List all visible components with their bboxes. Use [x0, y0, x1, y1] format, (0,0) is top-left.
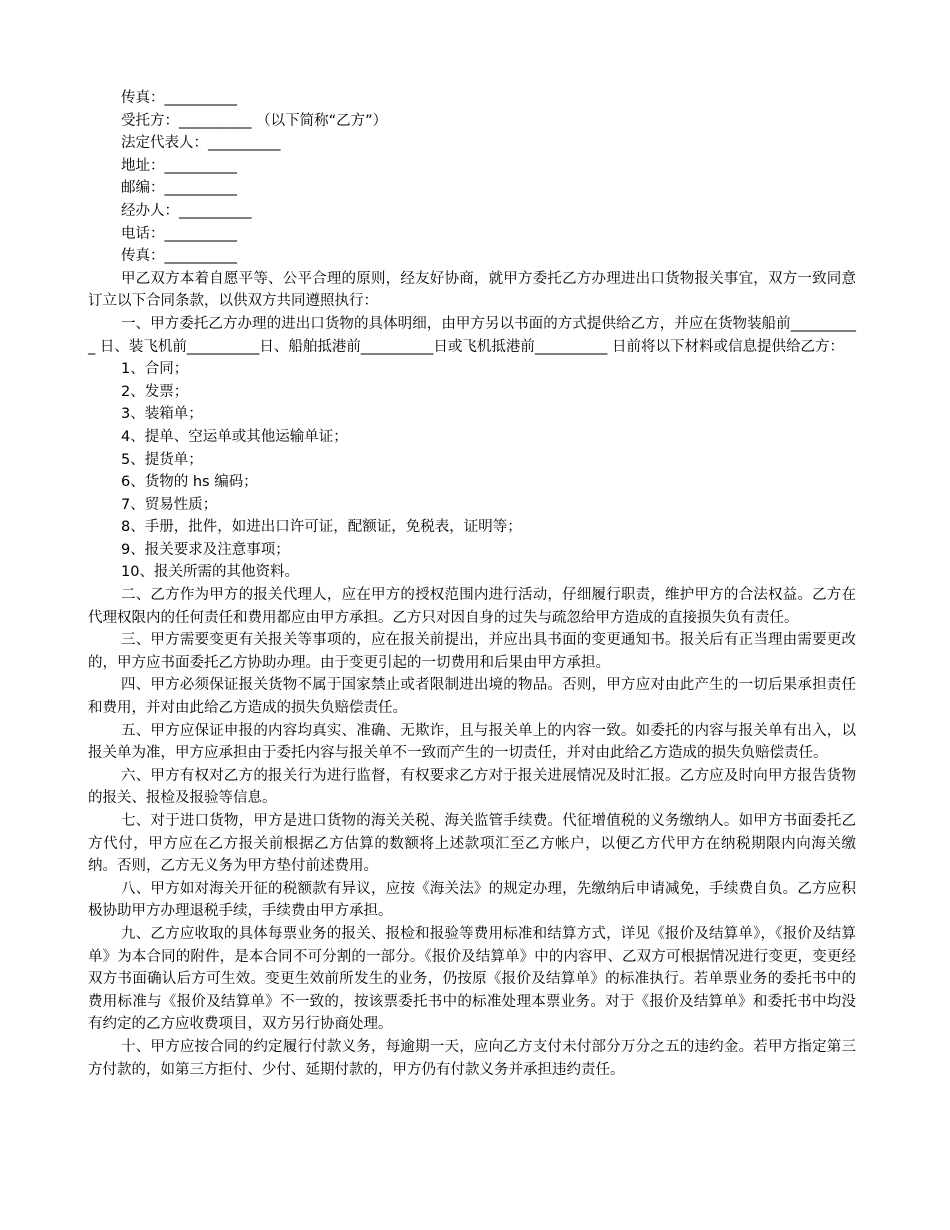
clause-5: 五、甲方应保证申报的内容均真实、准确、无欺诈，且与报关单上的内容一致。如委托的内容与报关单有出入，以报关单为准，甲方应承担由于委托内容与报关单不一致而产生的一切责任，并对由此给乙方造成的损失负赔偿责任。: [88, 722, 856, 762]
trustee-field: 受托方：__________ （以下简称“乙方”）: [121, 112, 388, 129]
handler-field: 经办人：__________: [121, 202, 252, 219]
postcode-field: 邮编：__________: [121, 180, 237, 197]
material-item: 10、报关所需的其他资料。: [121, 564, 299, 581]
clause-10: 十、甲方应按合同的约定履行付款义务，每逾期一天，应向乙方支付未付部分万分之五的违约金。若甲方指定第三方付款的，如第三方拒付、少付、延期付款的，甲方仍有付款义务并承担违约责任。: [88, 1038, 856, 1078]
address-field: 地址：__________: [121, 157, 237, 174]
material-item: 9、报关要求及注意事项；: [121, 541, 290, 558]
clause-6: 六、甲方有权对乙方的报关行为进行监督，有权要求乙方对于报关进展情况及时汇报。乙方应及时向甲方报告货物的报关、报检及报验等信息。: [88, 767, 856, 807]
fax-field-party-a: 传真：__________: [121, 90, 237, 106]
material-item: 4、提单、空运单或其他运输单证；: [121, 428, 348, 445]
material-item: 5、提货单；: [121, 451, 203, 468]
clause-3: 三、甲方需要变更有关报关等事项的，应在报关前提出，并应出具书面的变更通知书。报关后有正当理由需要更改的，甲方应书面委托乙方协助办理。由于变更引起的一切费用和后果由甲方承担。: [88, 632, 856, 671]
material-item: 8、手册，批件，如进出口许可证，配额证，免税表，证明等；: [121, 519, 522, 536]
clause-1: 一、甲方委托乙方办理的进出口货物的具体明细，由甲方另以书面的方式提供给乙方，并应在货物装船前__________ 日、装飞机前__________日、船舶抵港前__________日或飞机抵港前__________ 日前将以下材料或信息提供给乙方：: [88, 315, 856, 355]
clause-9: 九、乙方应收取的具体每票业务的报关、报检和报验等费用标准和结算方式，详见《报价及结算单》，《报价及结算单》为本合同的附件，是本合同不可分割的一部分。《报价及结算单》中的内容甲、乙双方可根据情况进行变更，变更经双方书面确认后方可生效。变更生效前所发生的业务，仍按原《报价及结算单》的标准执行。若单票业务的委托书中的费用标准与《报价及结算单》不一致的，按该票委托书中的标准处理本票业务。对于《报价及结算单》和委托书中均没有约定的乙方应收费项目，双方另行协商处理。: [88, 925, 856, 1033]
material-item: 3、装箱单；: [121, 406, 203, 423]
intro-paragraph: 甲乙双方本着自愿平等、公平合理的原则，经友好协商，就甲方委托乙方办理进出口货物报关事宜，双方一致同意订立以下合同条款，以供双方共同遵照执行：: [88, 270, 856, 310]
material-item: 7、贸易性质；: [121, 496, 218, 513]
clause-8: 八、甲方如对海关开征的税额款有异议，应按《海关法》的规定办理，先缴纳后申请减免，手续费自负。乙方应积极协助甲方办理退税手续，手续费由甲方承担。: [88, 880, 856, 920]
fax-field-party-b: 传真：__________: [121, 248, 237, 265]
phone-field: 电话：__________: [121, 225, 237, 242]
clause-4: 四、甲方必须保证报关货物不属于国家禁止或者限制进出境的物品。否则，甲方应对由此产生的一切后果承担责任和费用，并对由此给乙方造成的损失负赔偿责任。: [88, 677, 856, 717]
material-item: 6、货物的 hs 编码；: [121, 474, 258, 491]
clause-7: 七、对于进口货物，甲方是进口货物的海关关税、海关监管手续费。代征增值税的义务缴纳人。如甲方书面委托乙方代付，甲方应在乙方报关前根据乙方估算的数额将上述款项汇至乙方帐户，以便乙方代甲方在纳税期限内向海关缴纳。否则，乙方无义务为甲方垫付前述费用。: [88, 813, 856, 875]
legal-representative-field: 法定代表人：__________: [121, 135, 281, 152]
material-item: 1、合同；: [121, 361, 189, 378]
clause-2: 二、乙方作为甲方的报关代理人，应在甲方的授权范围内进行活动，仔细履行职责，维护甲方的合法权益。乙方在代理权限内的任何责任和费用都应由甲方承担。乙方只对因自身的过失与疏忽给甲方造成的直接损失负有责任。: [88, 587, 856, 626]
contract-body: [88, 87, 856, 1081]
material-item: 2、发票；: [121, 383, 189, 400]
